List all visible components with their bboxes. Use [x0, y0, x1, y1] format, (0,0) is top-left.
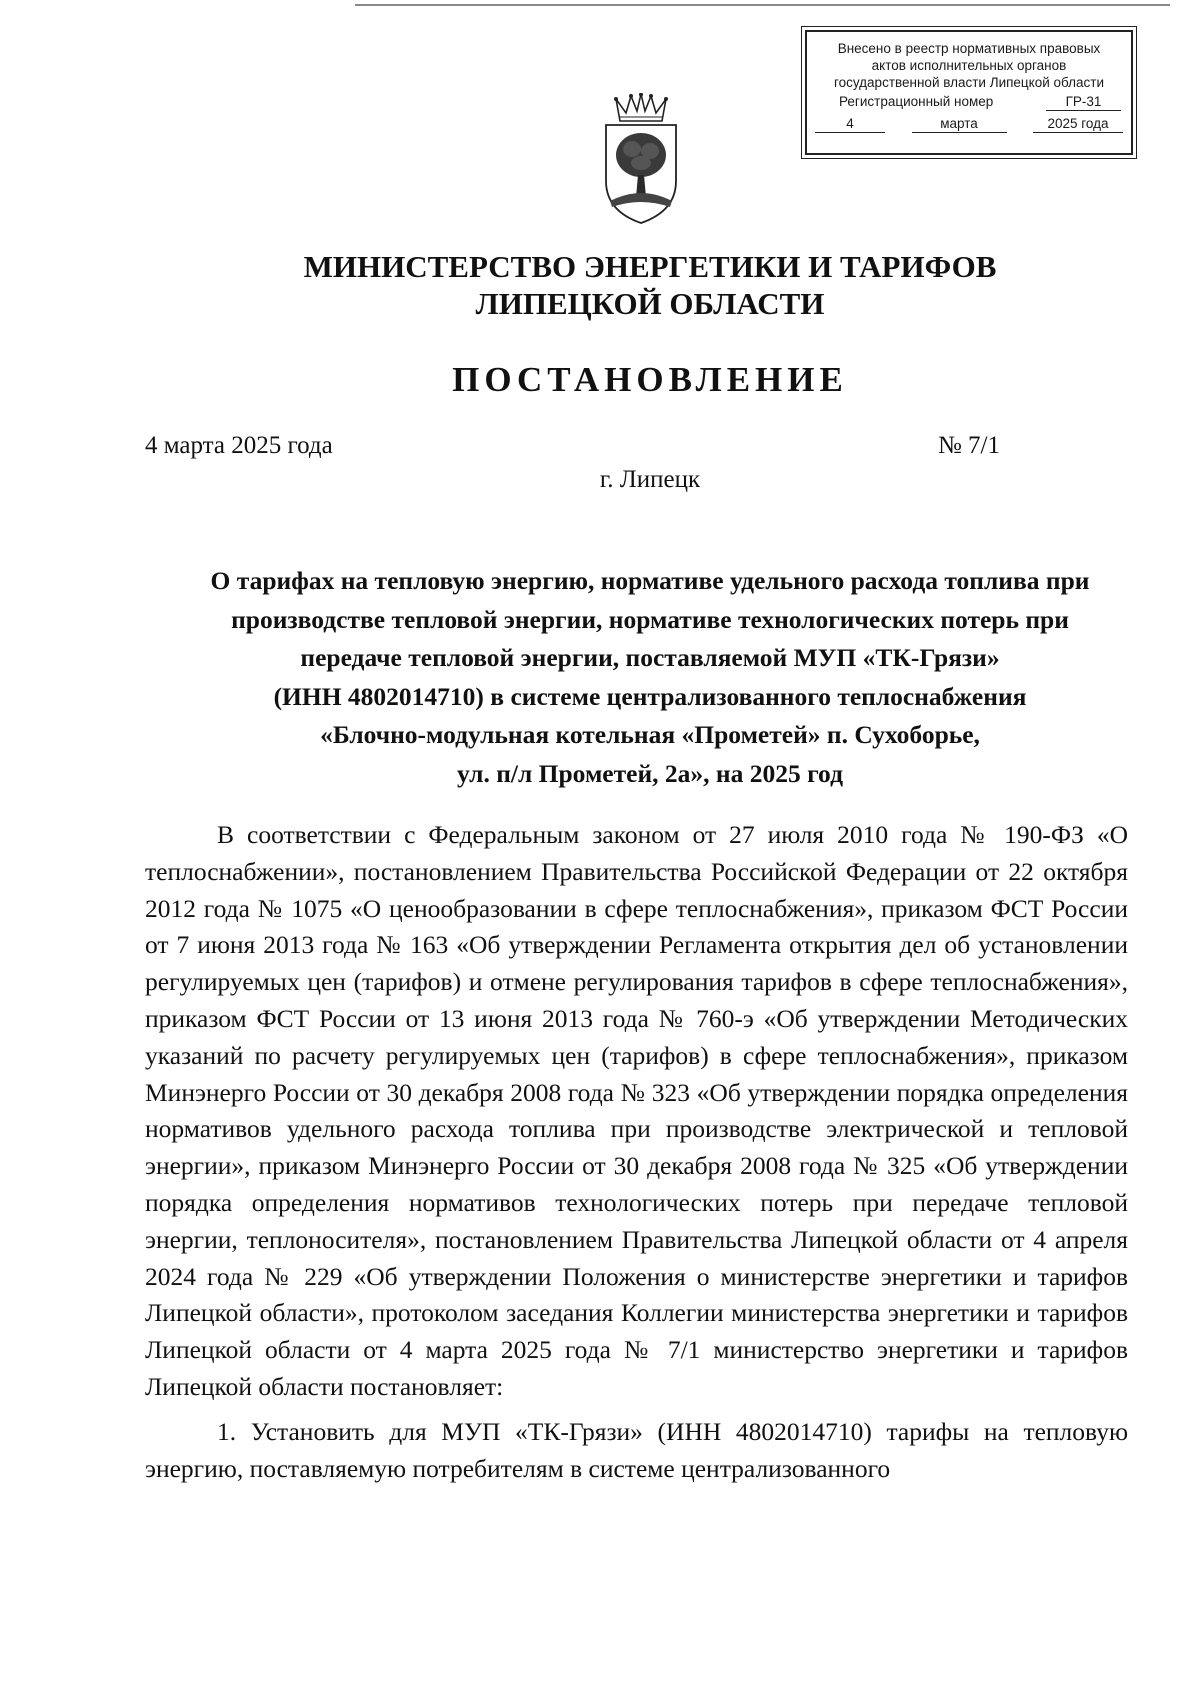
title-line-2: производстве тепловой энергии, нормативе технологических потерь при: [231, 604, 1069, 634]
clause-1-paragraph: 1. Установить для МУП «ТК-Грязи» (ИНН 4802014710) тарифы на тепловую энергию, поставляемую потребителям в системе централизованного: [145, 1416, 1128, 1483]
preamble-paragraph: В соответствии с Федеральным законом от 27 июля 2010 года № 190-ФЗ «О теплоснабжении», постановлением Правительства Российской Федерации от 22 октября 2012 года № 1075 «О ценообразовании в сфере теплоснабжения», приказом ФСТ России от 7 июня 2013 года № 163 «Об утверждении Регламента открытия дел об установлении регулируемых цен (тарифов) и отмене регулирования тарифов в сфере теплоснабжения», приказом ФСТ России от 13 июня 2013 года № 760-э «Об утверждении Методических указаний по расчету регулируемых цен (тарифов) в сфере теплоснабжения», приказом Минэнерго России от 30 декабря 2008 года № 323 «Об утверждении порядка определения нормативов удельного расхода топлива при производстве электрической и тепловой энергии», приказом Минэнерго России от 30 декабря 2008 года № 325 «Об утверждении порядка определения нормативов технологических потерь при передаче тепловой энергии, теплоносителя», постановлением Правительства Липецкой области от 4 апреля 2024 года № 229 «Об утверждении Положения о министерстве энергетики и тарифов Липецкой области», протоколом заседания Коллегии министерства энергетики и тарифов Липецкой области от 4 марта 2025 года № 7/1 министерство энергетики и тарифов Липецкой области постановляет:: [145, 820, 1128, 1401]
document-date: 4 марта 2025 года: [145, 432, 333, 459]
stamp-line-3: государственной власти Липецкой области: [833, 75, 1105, 90]
title-line-3: передаче тепловой энергии, поставляемой МУП «ТК-Грязи»: [300, 643, 1000, 672]
document-type: ПОСТАНОВЛЕНИЕ: [452, 360, 848, 399]
stamp-registration: [815, 93, 1123, 111]
document-city: г. Липецк: [599, 466, 701, 493]
ministry-name: [150, 248, 1150, 322]
title-line-1: О тарифах на тепловую энергию, нормативе удельного расхода топлива при: [210, 566, 1090, 595]
document-body: [145, 817, 1128, 1487]
document-number: № 7/1: [937, 432, 1000, 459]
coat-of-arms-icon: [598, 93, 684, 228]
stamp-year: 2025 года: [1033, 115, 1123, 133]
stamp-date: [815, 115, 1123, 133]
document-title: [150, 562, 1150, 793]
title-line-5: «Блочно-модульная котельная «Прометей» п. Сухоборье,: [320, 720, 980, 749]
ministry-line-1: МИНИСТЕРСТВО ЭНЕРГЕТИКИ И ТАРИФОВ: [303, 249, 997, 284]
stamp-line-2: актов исполнительных органов: [871, 58, 1067, 73]
ministry-line-2: ЛИПЕЦКОЙ ОБЛАСТИ: [475, 286, 825, 321]
stamp-reg-label: Регистрационный номер: [839, 94, 994, 109]
stamp-month: марта: [912, 115, 1007, 133]
stamp-line-1: Внесено в реестр нормативных правовых: [837, 41, 1101, 56]
top-scan-line: [355, 4, 1170, 6]
stamp-reg-number: ГР-31: [1046, 93, 1121, 111]
stamp-day: 4: [815, 115, 885, 133]
title-line-4: (ИНН 4802014710) в системе централизованного теплоснабжения: [273, 681, 1027, 711]
title-line-6: ул. п/л Прометей, 2а», на 2025 год: [457, 758, 843, 788]
registry-stamp: [805, 30, 1133, 155]
